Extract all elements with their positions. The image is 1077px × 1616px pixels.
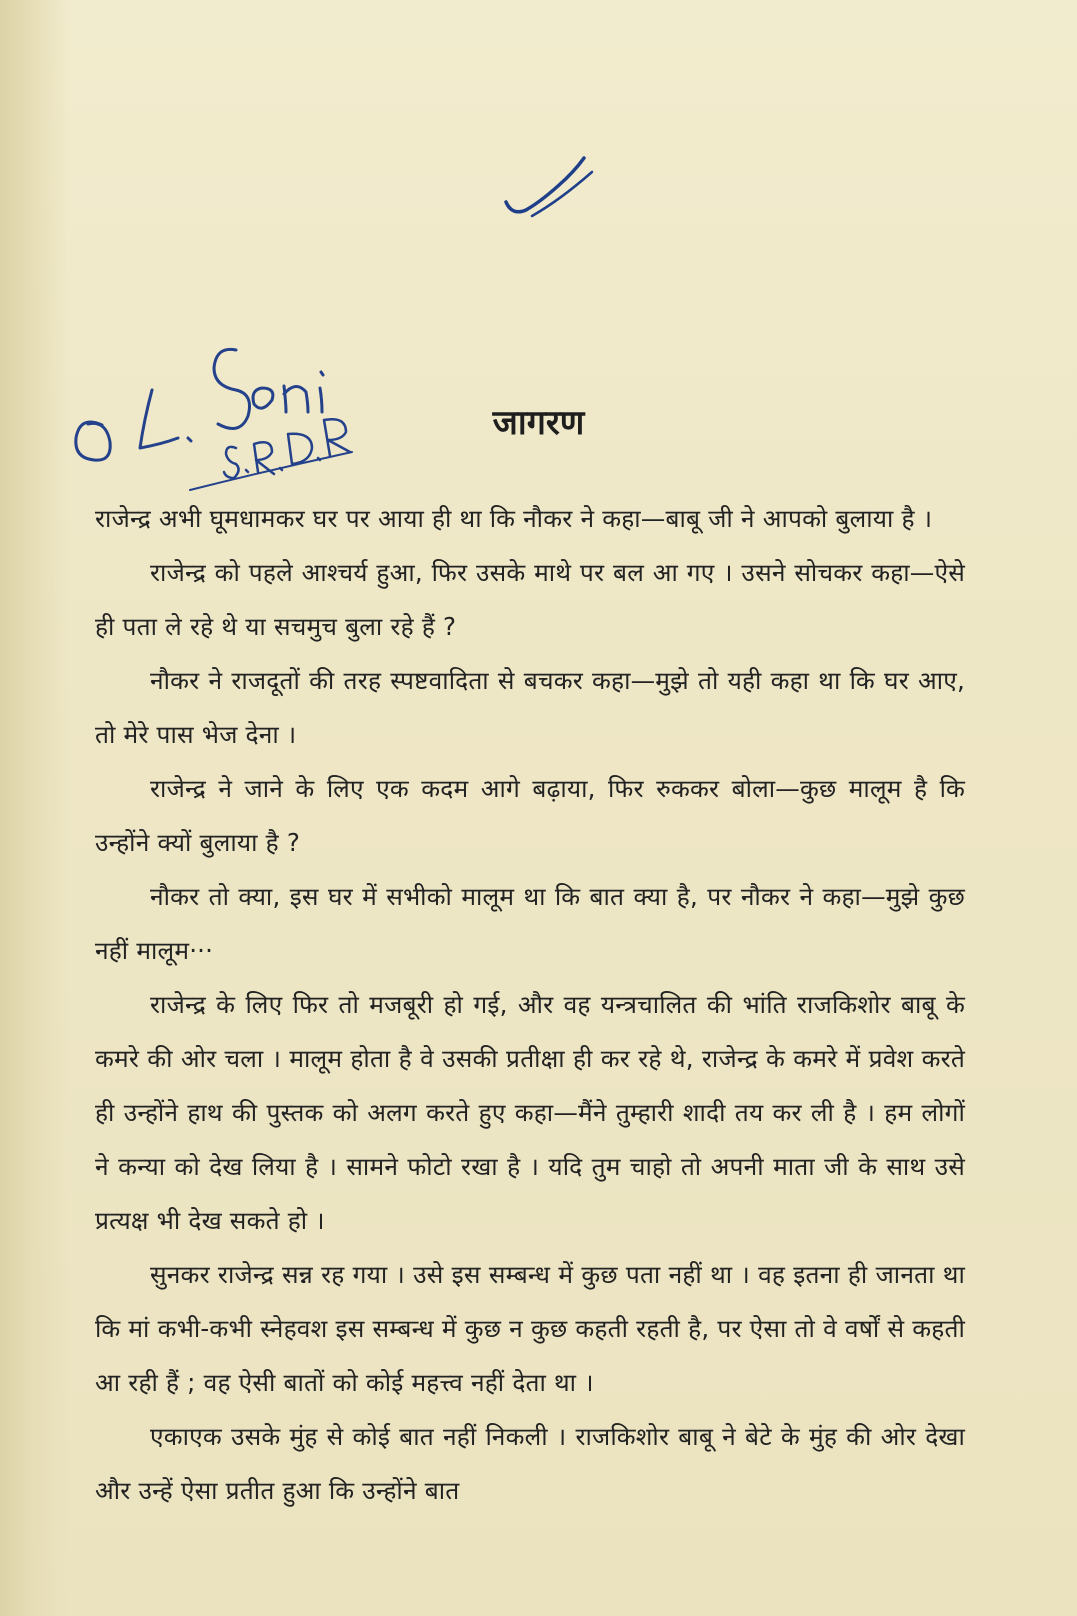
paragraph-8: एकाएक उसके मुंह से कोई बात नहीं निकली । राजकिशोर बाबू ने बेटे के मुंह की ओर देखा और उन्हें ऐसा प्रतीत हुआ कि उन्होंने बात [95,1422,965,1505]
page-edge-shadow [0,0,70,1616]
paragraph-4: राजेन्द्र ने जाने के लिए एक कदम आगे बढ़ाया, फिर रुककर बोला—कुछ मालूम है कि उन्होंने क्यों बुलाया है ? [95,774,965,857]
paragraph-1: राजेन्द्र अभी घूमधामकर घर पर आया ही था कि नौकर ने कहा—बाबू जी ने आपको बुलाया है । [95,504,933,533]
handwritten-tick-mark [500,150,610,240]
chapter-title: जागरण [492,403,585,443]
paragraph-6: राजेन्द्र के लिए फिर तो मजबूरी हो गई, और वह यन्त्रचालित की भांति राजकिशोर बाबू के कमरे की ओर चला । मालूम होता है वे उसकी प्रतीक्षा ही कर रहे थे, राजेन्द्र के कमरे में प्रवेश करते ही उन्होंने हाथ की पुस्तक को अलग करते हुए कहा—मैंने तुम्हारी शादी तय कर ली है । हम लोगों ने कन्या को देख लिया है । सामने फोटो रखा है । यदि तुम चाहो तो अपनी माता जी के साथ उसे प्रत्यक्ष भी देख सकते हो । [95,990,965,1235]
paragraph-7: सुनकर राजेन्द्र सन्न रह गया । उसे इस सम्बन्ध में कुछ पता नहीं था । वह इतना ही जानता था कि मां कभी-कभी स्नेहवश इस सम्बन्ध में कुछ न कुछ कहती रहती है, पर ऐसा तो वे वर्षों से कहती आ रही हैं ; वह ऐसी बातों को कोई महत्त्व नहीं देता था । [95,1260,965,1397]
chapter-body [95,492,965,1518]
paragraph-5: नौकर तो क्या, इस घर में सभीको मालूम था कि बात क्या है, पर नौकर ने कहा—मुझे कुछ नहीं मालूम··· [95,882,965,965]
paragraph-2: राजेन्द्र को पहले आश्चर्य हुआ, फिर उसके माथे पर बल आ गए । उसने सोचकर कहा—ऐसे ही पता ले रहे थे या सचमुच बुला रहे हैं ? [95,558,965,641]
paragraph-3: नौकर ने राजदूतों की तरह स्पष्टवादिता से बचकर कहा—मुझे तो यही कहा था कि घर आए, तो मेरे पास भेज देना । [95,666,965,749]
